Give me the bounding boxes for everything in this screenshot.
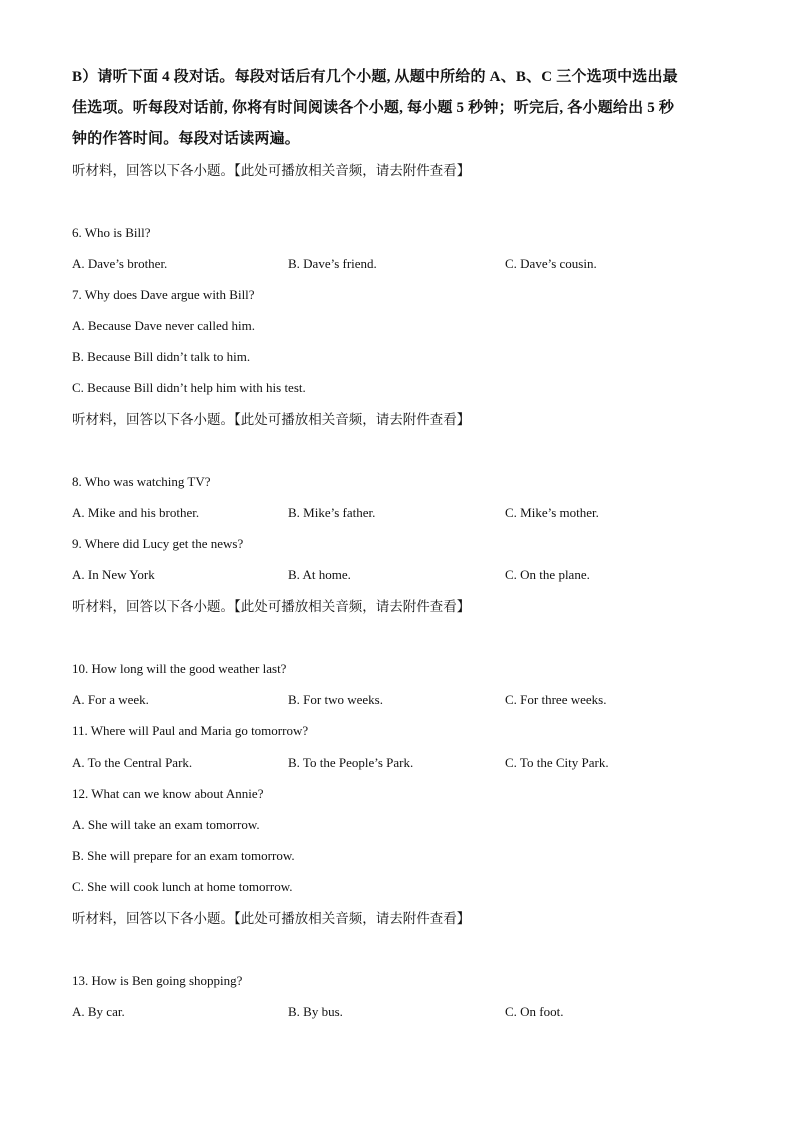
question-8-option-b: B. Mike’s father. — [288, 505, 376, 520]
question-9-option-b: B. At home. — [288, 567, 351, 582]
question-10-option-b: B. For two weeks. — [288, 692, 383, 707]
instruction-line-3: 钟的作答时间。每段对话读两遍。 — [72, 131, 301, 147]
question-6-stem: 6. Who is Bill? — [72, 225, 151, 240]
question-7-option-c: C. Because Bill didn’t help him with his test. — [72, 380, 306, 395]
question-8-option-c: C. Mike’s mother. — [505, 505, 599, 520]
listen-prompt-2[interactable]: 听材料，回答以下各小题。【此处可播放相关音频，请去附件查看】 — [72, 412, 471, 427]
question-10-stem: 10. How long will the good weather last? — [72, 661, 287, 676]
question-11-option-c: C. To the City Park. — [505, 755, 609, 770]
question-11-stem: 11. Where will Paul and Maria go tomorrow? — [72, 723, 309, 738]
instruction-line-1: B）请听下面 4 段对话。每段对话后有几个小题, 从题中所给的 A、B、C 三个选项中选出最 — [72, 69, 678, 85]
question-6-option-a: A. Dave’s brother. — [72, 256, 168, 271]
question-6-option-b: B. Dave’s friend. — [288, 256, 377, 271]
question-12-stem: 12. What can we know about Annie? — [72, 786, 264, 801]
question-10-option-c: C. For three weeks. — [505, 692, 607, 707]
question-10-option-a: A. For a week. — [72, 692, 149, 707]
question-7-option-a: A. Because Dave never called him. — [72, 318, 256, 333]
listen-prompt-4[interactable]: 听材料，回答以下各小题。【此处可播放相关音频，请去附件查看】 — [72, 911, 471, 926]
question-7-option-b: B. Because Bill didn’t talk to him. — [72, 349, 251, 364]
listen-prompt-3[interactable]: 听材料，回答以下各小题。【此处可播放相关音频，请去附件查看】 — [72, 599, 471, 614]
question-9-option-a: A. In New York — [72, 567, 155, 582]
question-13-option-b: B. By bus. — [288, 1004, 343, 1019]
question-12-option-b: B. She will prepare for an exam tomorrow. — [72, 848, 295, 863]
question-11-option-b: B. To the People’s Park. — [288, 755, 414, 770]
question-7-stem: 7. Why does Dave argue with Bill? — [72, 287, 255, 302]
question-12-option-a: A. She will take an exam tomorrow. — [72, 817, 260, 832]
question-8-option-a: A. Mike and his brother. — [72, 505, 200, 520]
question-11-option-a: A. To the Central Park. — [72, 755, 193, 770]
question-6-option-c: C. Dave’s cousin. — [505, 256, 597, 271]
question-9-option-c: C. On the plane. — [505, 567, 590, 582]
section-instruction — [72, 62, 722, 155]
listen-prompt-1[interactable]: 听材料，回答以下各小题。【此处可播放相关音频，请去附件查看】 — [72, 163, 471, 178]
instruction-line-2: 佳选项。听每段对话前, 你将有时间阅读各个小题, 每小题 5 秒钟；听完后, 各小题给出 5 秒 — [72, 100, 675, 116]
question-9-stem: 9. Where did Lucy get the news? — [72, 536, 244, 551]
question-13-option-c: C. On foot. — [505, 1004, 564, 1019]
question-13-stem: 13. How is Ben going shopping? — [72, 973, 243, 988]
question-13-option-a: A. By car. — [72, 1004, 125, 1019]
question-8-stem: 8. Who was watching TV? — [72, 474, 211, 489]
question-12-option-c: C. She will cook lunch at home tomorrow. — [72, 879, 293, 894]
